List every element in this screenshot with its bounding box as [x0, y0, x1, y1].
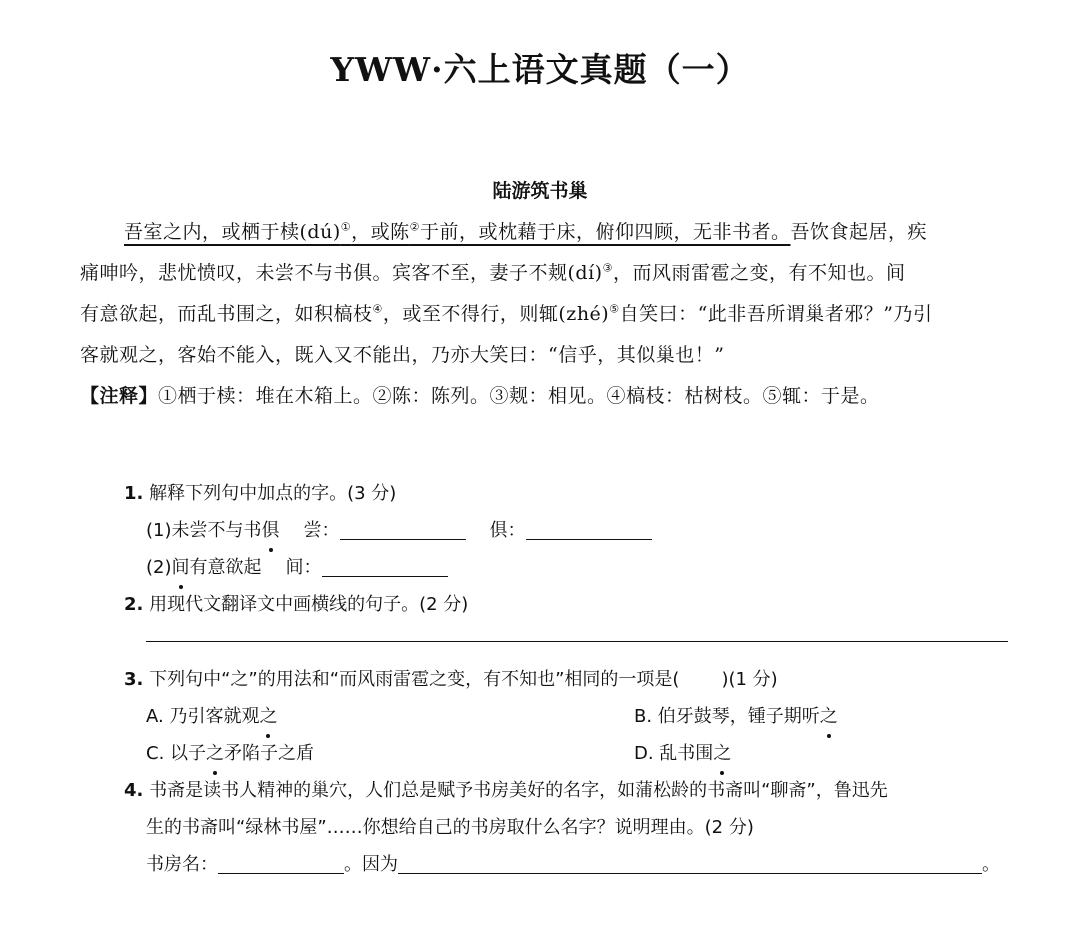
dotted-char: 间: [172, 549, 190, 586]
answer-blank-reason[interactable]: [398, 855, 982, 874]
answer-blank-chang[interactable]: [340, 521, 466, 540]
underlined-sentence: 吾室之内，或栖于椟(dú)①，或陈②于前，或枕藉于床，俯仰四顾，无非书者。: [124, 220, 791, 243]
question-1-sub-1: (1)未尝不与书俱 尝： 俱：: [124, 512, 1014, 549]
question-4: 4. 书斋是读书人精神的巢穴，人们总是赋予书房美好的名字，如蒲松龄的书斋叫“聊斋”，鲁迅先: [124, 780, 888, 801]
answer-line-translation[interactable]: [124, 623, 1014, 661]
option-a[interactable]: A. 乃引客就观之: [146, 698, 277, 735]
answer-blank-study-name[interactable]: [218, 855, 344, 874]
question-3: 3. 下列句中“之”的用法和“而风雨雷雹之变，有不知也”相同的一项是( )(1 分): [124, 669, 778, 690]
question-2: 2. 用现代文翻译文中画横线的句子。(2 分): [124, 594, 469, 615]
option-d[interactable]: D. 乱书围之: [634, 735, 731, 772]
annotation-note: [80, 376, 1020, 417]
question-1-sub-2: (2)间有意欲起 间：: [124, 549, 1014, 586]
option-c[interactable]: C. 以子之矛陷子之盾: [146, 735, 314, 772]
option-b[interactable]: B. 伯牙鼓琴，锺子期听之: [634, 698, 838, 735]
question-1: 1. 解释下列句中加点的字。(3 分): [124, 483, 397, 504]
passage-line-3: 有意欲起，而乱书围之，如积槁枝④，或至不得行，则辄(zhé)⑤自笑曰：“此非吾所谓巢者邪？”乃引: [80, 302, 933, 325]
passage-line-2: 痛呻吟，悲忧愤叹，未尝不与书俱。宾客不至，妻子不觌(dí)③，而风雨雷雹之变，有不知也。间: [80, 261, 906, 284]
answer-blank-ju[interactable]: [526, 521, 652, 540]
passage-line-4: 客就观之，客始不能入，既入又不能出，乃亦大笑曰：“信乎，其似巢也！”: [80, 344, 725, 366]
note-label: 【注释】: [80, 385, 159, 407]
page-title: YWW·六上语文真题（一）: [330, 50, 750, 89]
questions-section: [124, 475, 1014, 883]
passage-text: [80, 212, 1020, 417]
dotted-char: 俱: [262, 512, 280, 549]
question-3-options-ab: [124, 698, 1014, 735]
passage-line-1: 吾室之内，或栖于椟(dú)①，或陈②于前，或枕藉于床，俯仰四顾，无非书者。吾饮食起居，疾: [124, 220, 928, 243]
question-4-answer: 书房名： 。因为 。: [146, 854, 1000, 875]
note-text: ①栖于椟：堆在木箱上。②陈：陈列。③觌：相见。④槁枝：枯树枝。⑤辄：于是。: [158, 385, 880, 407]
question-4-line-2: 生的书斋叫“绿林书屋”……你想给自己的书房取什么名字？说明理由。(2 分): [146, 817, 754, 838]
answer-blank-jian[interactable]: [322, 558, 448, 577]
passage-title: 陆游筑书巢: [492, 180, 588, 202]
question-3-options-cd: [124, 735, 1014, 772]
